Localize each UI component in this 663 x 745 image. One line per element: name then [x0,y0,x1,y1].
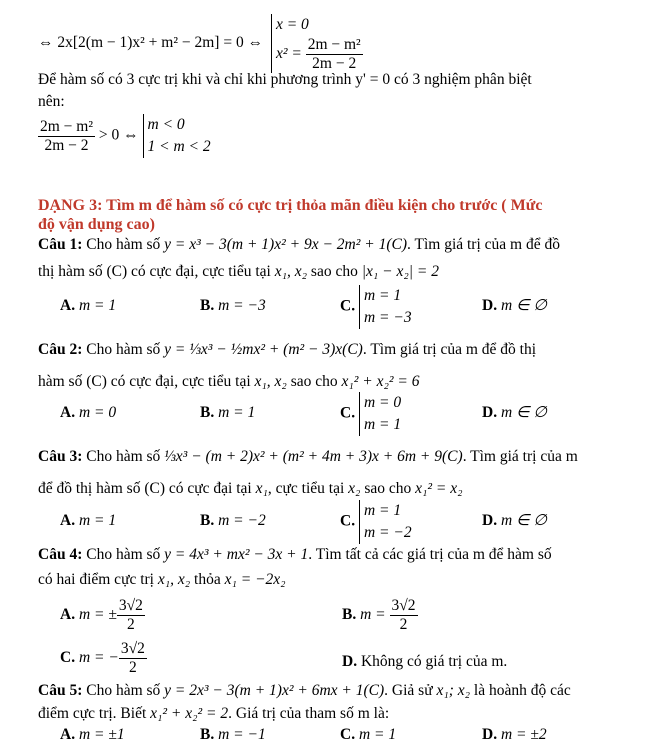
option-value: Không có giá trị của m. [360,653,508,670]
system-line-1: m = 1 [363,287,402,304]
q5-option-a[interactable] [60,725,125,745]
option-letter: C. [340,297,356,315]
option-value: m ∈ ∅ [500,404,547,421]
equation-line [38,14,363,73]
option-system [359,285,412,329]
question-5-line-2 [38,704,389,724]
option-fraction [117,597,145,634]
option-letter: C. [340,726,356,743]
inequality-fraction [38,118,95,155]
section-heading-2: độ vận dụng cao) [38,216,155,233]
option-letter: B. [200,726,215,743]
system-line-2: m = −2 [363,524,412,541]
option-system [359,500,412,544]
option-prefix: m = [360,606,390,624]
system-line-1: m = 1 [363,502,402,519]
question-4-line-1 [38,545,552,565]
system-line-1: m < 0 [147,116,185,133]
q1-option-c[interactable] [340,285,412,329]
q5-option-c[interactable] [340,725,396,745]
question-text: Cho hàm số [82,448,165,465]
option-system [359,392,401,436]
option-value: m = −3 [218,297,266,314]
condition-text: Để hàm số có 3 cực trị khi và chỉ khi phương trình y' = 0 có 3 nghiệm phân biệt [38,71,532,88]
inequality-system [143,114,211,158]
option-prefix: m = ± [78,606,117,624]
extrema-points: x₁, x₂ [274,263,308,280]
question-text: Cho hàm số [82,546,165,563]
question-text: sao cho [286,373,342,390]
question-label: Câu 4: [38,546,83,563]
option-value: m = 0 [78,404,117,421]
option-value: m = 1 [218,404,256,421]
q2-option-d[interactable] [482,403,547,423]
question-text: điểm cực trị. Biết [38,705,151,722]
option-letter: A. [60,297,76,314]
system-line-2: m = −3 [363,309,412,326]
q1-option-b[interactable] [200,296,266,316]
fraction-denominator: 2 [399,616,408,633]
question-1-line-2 [38,262,439,282]
option-letter: D. [482,512,498,529]
system-line-2 [276,36,363,73]
option-value: m = −1 [218,726,266,743]
question-text: . Tìm tất cả các giá trị của m để hàm số [308,546,552,563]
q3-option-d[interactable] [482,511,547,531]
section-heading: DẠNG 3: Tìm m để hàm số có cực trị thỏa mãn điều kiện cho trước ( Mức [38,197,543,214]
option-value: m = −2 [218,512,266,529]
option-value: m = 1 [78,297,117,314]
option-value: m = ±1 [78,726,125,743]
question-2-line-2 [38,372,419,392]
q1-option-d[interactable] [482,296,547,316]
question-text: có hai điểm cực trị [38,571,158,588]
option-letter: D. [482,297,498,314]
question-label: Câu 2: [38,341,83,358]
extrema-points: x₁, x₂ [254,373,287,390]
system-line-1: x = 0 [275,16,309,33]
option-value: m = 1 [358,726,397,743]
inequality-rest: > 0 ⇔ [98,126,139,144]
question-text: . Tìm giá trị của m để đồ thị [362,341,537,358]
question-label: Câu 1: [38,236,83,253]
q2-option-c[interactable] [340,392,401,436]
option-letter: A. [60,404,76,421]
question-text: thị hàm số (C) có cực đại, cực tiểu tại [38,263,275,280]
question-text: sao cho [360,480,416,497]
condition-formula: x₁² = x₂ [415,480,463,497]
condition-text-2: nên: [38,93,65,110]
system-line-2-lhs: x² = [275,45,302,63]
question-5-line-1 [38,681,571,701]
fraction-numerator: 2m − m² [40,117,94,135]
question-3-line-2 [38,479,463,499]
inequality-line [38,114,211,158]
question-text: Cho hàm số [82,341,165,358]
system-fraction [306,36,363,73]
option-letter: C. [60,649,76,667]
option-value: m ∈ ∅ [500,297,547,314]
question-text: Cho hàm số [82,236,165,253]
q5-option-b[interactable] [200,725,266,745]
option-prefix: m = − [78,649,119,667]
option-letter: B. [200,404,215,421]
function-formula: y = 2x³ − 3(m + 1)x² + 6mx + 1(C) [164,682,385,699]
option-letter: A. [60,726,76,743]
q1-option-a[interactable] [60,296,116,316]
option-letter: B. [342,606,357,624]
question-text: thỏa [190,571,225,588]
q4-option-d[interactable] [342,652,507,672]
condition-formula: x₁ = −2x₂ [224,571,286,588]
extrema-points: x₁, x₂ [157,571,191,588]
maximum-point: x₁ [255,480,268,497]
q2-option-b[interactable] [200,403,255,423]
question-label: Câu 3: [38,448,83,465]
extrema-points: x₁; x₂ [436,682,471,699]
fraction-numerator: 3√2 [118,597,143,614]
fraction-denominator: 2m − 2 [44,136,89,154]
option-fraction [119,640,147,677]
question-3-line-1 [38,447,578,467]
minimum-point: x₂ [348,480,361,497]
solution-system [271,14,363,73]
function-formula: y = ⅓x³ − ½mx² + (m² − 3)x(C) [164,341,363,358]
question-text: . Giá trị của tham số m là: [228,705,390,722]
question-text: để đồ thị hàm số (C) có cực đại tại [38,480,256,497]
q4-option-a[interactable] [60,597,145,634]
q3-option-a[interactable] [60,511,116,531]
fraction-numerator: 3√2 [120,640,145,657]
question-label: Câu 5: [38,682,83,699]
question-text: hàm số (C) có cực đại, cực tiểu tại [38,373,255,390]
option-letter: A. [60,512,76,529]
option-value: m = ±2 [500,726,547,743]
option-value: m ∈ ∅ [500,512,547,529]
option-letter: C. [340,404,356,422]
equation-text: ⇔ 2x[2(m − 1)x² + m² − 2m] = 0 ⇔ [38,34,264,52]
system-line-2: m = 1 [363,416,402,433]
question-text: , cực tiểu tại [267,480,349,497]
q4-option-c[interactable] [60,640,147,677]
q3-option-c[interactable] [340,500,412,544]
question-text: Cho hàm số [82,682,165,699]
question-text: sao cho [307,263,362,280]
question-text: là hoành độ các [470,682,571,699]
option-letter: D. [342,653,358,670]
option-letter: B. [200,297,215,314]
fraction-numerator: 2m − m² [307,36,361,53]
option-letter: C. [340,512,356,530]
q5-option-d[interactable] [482,725,547,745]
question-1-line-1 [38,235,560,255]
question-text: . Giả sử [384,682,437,699]
option-letter: B. [200,512,215,529]
option-letter: A. [60,606,76,624]
condition-formula: x₁² + x₂² = 6 [341,373,420,390]
system-line-1: m = 0 [363,394,402,411]
fraction-denominator: 2 [127,616,135,633]
fraction-numerator: 3√2 [391,597,416,614]
question-4-line-2 [38,570,286,590]
option-value: m = 1 [78,512,117,529]
fraction-denominator: 2m − 2 [312,55,357,72]
question-text: . Tìm giá trị của m [462,448,578,465]
option-fraction [390,597,418,634]
condition-formula: x₁² + x₂² = 2 [150,705,229,722]
question-text: . Tìm giá trị của m để đồ [407,236,560,253]
function-formula: ⅓x³ − (m + 2)x² + (m² + 4m + 3)x + 6m + 9(C) [164,448,463,465]
system-line-2: 1 < m < 2 [147,138,211,155]
q4-option-b[interactable] [342,597,418,634]
option-letter: D. [482,726,498,743]
question-2-line-1 [38,340,536,360]
function-formula: y = 4x³ + mx² − 3x + 1 [164,546,309,563]
q3-option-b[interactable] [200,511,266,531]
fraction-denominator: 2 [128,659,137,676]
condition-formula: |x₁ − x₂| = 2 [361,263,439,280]
q2-option-a[interactable] [60,403,116,423]
function-formula: y = x³ − 3(m + 1)x² + 9x − 2m² + 1(C) [164,236,408,253]
option-letter: D. [482,404,498,421]
